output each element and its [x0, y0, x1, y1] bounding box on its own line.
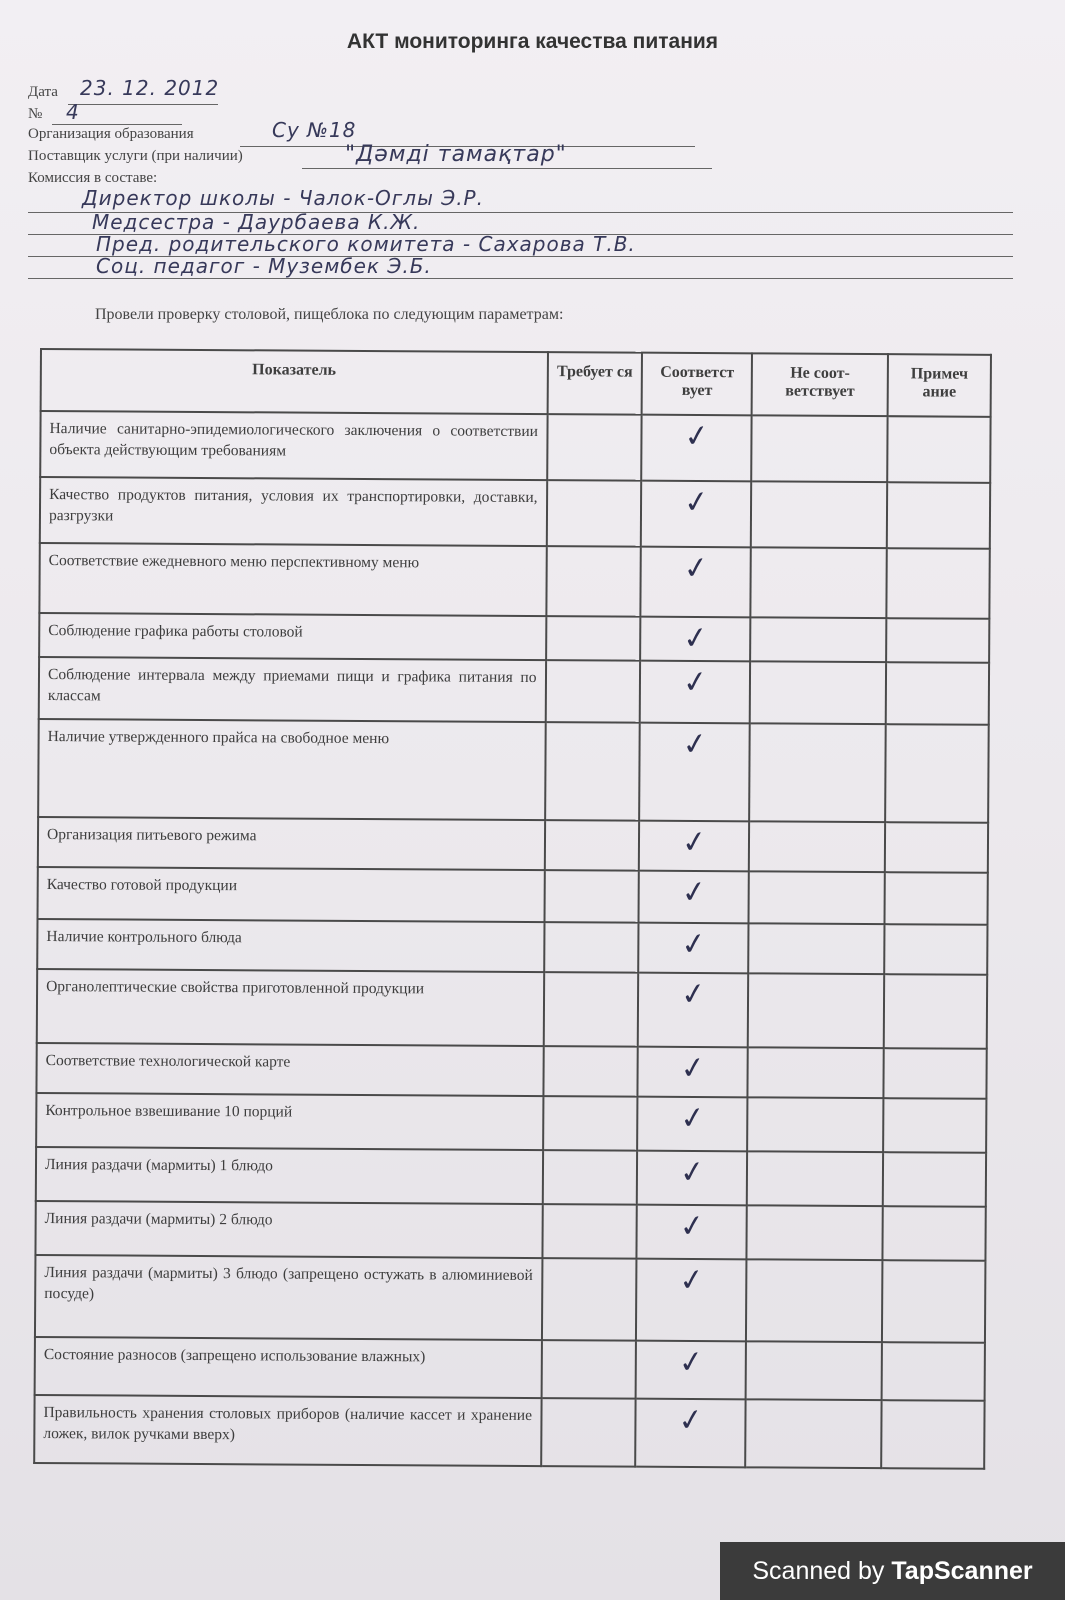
required-cell: [544, 922, 639, 973]
note-cell: [882, 1260, 985, 1343]
indicator-cell: Правильность хранения столовых приборов (наличие кассет и хранение ложек, вилок ручками вверх): [34, 1395, 541, 1466]
date-value: 23. 12. 2012: [80, 76, 220, 100]
checkmark-icon: ✓: [676, 1343, 706, 1382]
indicator-cell: Соблюдение интервала между приемами пищи и графика питания по классам: [39, 657, 546, 722]
not-complies-cell: [750, 661, 886, 724]
scanner-watermark: [720, 1542, 1065, 1600]
checkmark-icon: ✓: [678, 1049, 708, 1088]
header-complies: Соответст вует: [642, 353, 752, 416]
indicator-cell: Организация питьевого режима: [38, 817, 545, 870]
checkmark-icon: ✓: [680, 725, 710, 764]
indicator-cell: Соответствие технологической карте: [36, 1043, 543, 1096]
organization-value: Су №18: [272, 118, 357, 142]
indicator-cell: Качество готовой продукции: [38, 867, 545, 922]
commission-field: [28, 170, 157, 187]
indicator-cell: Состояние разносов (запрещено использование влажных): [35, 1337, 542, 1398]
required-cell: [541, 1340, 636, 1399]
provider-underline: [302, 168, 712, 169]
required-cell: [543, 1046, 638, 1097]
required-cell: [544, 820, 639, 871]
indicator-cell: Наличие санитарно-эпидемиологического заключения о соответствии объекта действующим требованиям: [40, 411, 547, 480]
note-cell: [884, 1048, 987, 1099]
commission-member-1: Директор школы - Чалок-Оглы Э.Р.: [82, 186, 484, 210]
table-row: [39, 543, 989, 619]
inspection-table: [33, 348, 992, 1470]
header-indicator: Показатель: [41, 349, 548, 414]
complies-cell: [639, 871, 749, 924]
date-underline: [68, 104, 218, 105]
indicator-cell: Наличие утвержденного прайса на свободное меню: [38, 719, 545, 820]
table-row: [38, 719, 989, 823]
intro-text: Провели проверку столовой, пищеблока по следующим параметрам:: [95, 306, 564, 323]
indicator-cell: Наличие контрольного блюда: [37, 919, 544, 972]
complies-cell: [639, 821, 749, 872]
complies-cell: [636, 1399, 746, 1468]
note-cell: [881, 1400, 984, 1469]
watermark-prefix: Scanned by: [752, 1557, 892, 1585]
required-cell: [543, 1096, 638, 1151]
table-row: [38, 817, 988, 873]
note-cell: [882, 1342, 985, 1401]
note-cell: [885, 872, 988, 925]
checkmark-icon: ✓: [677, 1153, 708, 1192]
indicator-cell: Органолептические свойства приготовленной продукции: [37, 969, 544, 1046]
checkmark-icon: ✓: [680, 663, 711, 702]
indicator-cell: Качество продуктов питания, условия их транспортировки, доставки, разгрузки: [40, 477, 547, 546]
indicator-cell: Соблюдение графика работы столовой: [39, 613, 546, 660]
table-row: [37, 919, 987, 975]
not-complies-cell: [747, 1205, 883, 1260]
table-row: [40, 477, 990, 549]
document-title: АКТ мониторинга качества питания: [346, 30, 719, 53]
complies-cell: [642, 415, 752, 482]
not-complies-cell: [748, 973, 884, 1048]
required-cell: [546, 616, 641, 661]
header-not-complies: Не соот- ветствует: [752, 353, 888, 416]
provider-label: Поставщик услуги (при наличии): [28, 148, 243, 164]
number-underline: [52, 124, 182, 125]
checkmark-icon: ✓: [678, 975, 709, 1014]
not-complies-cell: [751, 481, 887, 548]
not-complies-cell: [749, 821, 885, 872]
table-row: [35, 1201, 985, 1261]
indicator-cell: Линия раздачи (мармиты) 1 блюдо: [36, 1147, 543, 1204]
checkmark-icon: ✓: [681, 483, 712, 522]
required-cell: [545, 660, 640, 723]
not-complies-cell: [747, 1097, 883, 1152]
required-cell: [545, 722, 641, 821]
complies-cell: [636, 1341, 746, 1400]
note-cell: [887, 416, 990, 483]
not-complies-cell: [752, 415, 888, 482]
note-cell: [883, 1206, 986, 1261]
complies-cell: [639, 923, 749, 974]
note-cell: [887, 482, 990, 549]
complies-cell: [637, 1205, 747, 1260]
indicator-cell: Линия раздачи (мармиты) 2 блюдо: [35, 1201, 542, 1258]
indicator-cell: Линия раздачи (мармиты) 3 блюдо (запрещено остужать в алюминиевой посуде): [35, 1255, 542, 1340]
not-complies-cell: [749, 923, 885, 974]
note-cell: [883, 1098, 986, 1153]
not-complies-cell: [746, 1341, 882, 1400]
complies-cell: [638, 1047, 748, 1098]
commission-member-2: Медсестра - Даурбаева К.Ж.: [92, 210, 421, 234]
header-note: Примеч ание: [888, 354, 991, 417]
not-complies-cell: [750, 617, 886, 662]
not-complies-cell: [751, 547, 887, 618]
checkmark-icon: ✓: [679, 823, 710, 862]
required-cell: [546, 480, 641, 547]
checkmark-icon: ✓: [675, 1401, 706, 1440]
not-complies-cell: [746, 1259, 882, 1342]
required-cell: [541, 1398, 636, 1467]
checkmark-icon: ✓: [678, 925, 709, 964]
required-cell: [542, 1150, 637, 1205]
table-row: [39, 613, 989, 663]
complies-cell: [640, 723, 751, 822]
checkmark-icon: ✓: [681, 417, 712, 456]
note-cell: [883, 1152, 986, 1207]
not-complies-cell: [748, 1047, 884, 1098]
note-cell: [885, 724, 988, 823]
note-cell: [885, 822, 988, 873]
checkmark-icon: ✓: [681, 549, 711, 588]
complies-cell: [641, 617, 751, 662]
table-row: [37, 969, 987, 1049]
organization-field: [28, 126, 194, 143]
note-cell: [884, 924, 987, 975]
required-cell: [544, 870, 639, 923]
table-row: [39, 657, 989, 725]
number-label: №: [28, 106, 43, 122]
table-header-row: [41, 349, 991, 417]
checkmark-icon: ✓: [679, 873, 709, 912]
number-value: 4: [66, 100, 80, 124]
required-cell: [541, 1258, 636, 1341]
commission-member-3: Пред. родительского комитета - Сахарова Т.В.: [96, 232, 636, 256]
provider-value: "Дәмді тамақтар": [345, 142, 567, 167]
note-cell: [886, 548, 989, 619]
date-label: Дата: [28, 84, 58, 100]
table-row: [40, 411, 990, 483]
indicator-cell: Соответствие ежедневного меню перспективному меню: [39, 543, 546, 616]
table-row: [35, 1337, 985, 1401]
header-required: Требует ся: [547, 352, 642, 415]
checkmark-icon: ✓: [680, 619, 711, 658]
table-row: [36, 1147, 986, 1207]
table-row: [35, 1255, 985, 1343]
date-field: [28, 84, 58, 101]
not-complies-cell: [749, 871, 885, 924]
complies-cell: [640, 661, 750, 724]
watermark-brand: TapScanner: [891, 1557, 1033, 1585]
complies-cell: [637, 1151, 747, 1206]
checkmark-icon: ✓: [676, 1261, 707, 1300]
note-cell: [886, 662, 989, 725]
number-field: [28, 106, 42, 123]
table-row: [36, 1043, 986, 1099]
table-row: [36, 1093, 986, 1153]
required-cell: [547, 414, 642, 481]
required-cell: [546, 546, 641, 617]
commission-line-4: [28, 278, 1013, 279]
note-cell: [886, 618, 989, 663]
commission-label: Комиссия в составе:: [28, 170, 158, 186]
checkmark-icon: ✓: [677, 1207, 707, 1246]
note-cell: [884, 974, 987, 1049]
complies-cell: [641, 547, 751, 618]
not-complies-cell: [746, 1399, 882, 1468]
commission-member-4: Соц. педагог - Музембек Э.Б.: [96, 254, 432, 278]
indicator-cell: Контрольное взвешивание 10 порций: [36, 1093, 543, 1150]
required-cell: [542, 1204, 637, 1259]
organization-label: Организация образования: [28, 126, 194, 142]
not-complies-cell: [749, 723, 885, 822]
table-row: [38, 867, 988, 925]
complies-cell: [641, 481, 751, 548]
complies-cell: [636, 1259, 746, 1342]
complies-cell: [638, 973, 748, 1048]
provider-field: [28, 148, 243, 165]
required-cell: [543, 972, 638, 1047]
table-row: [34, 1395, 984, 1469]
checkmark-icon: ✓: [677, 1099, 708, 1138]
complies-cell: [638, 1097, 748, 1152]
not-complies-cell: [747, 1151, 883, 1206]
